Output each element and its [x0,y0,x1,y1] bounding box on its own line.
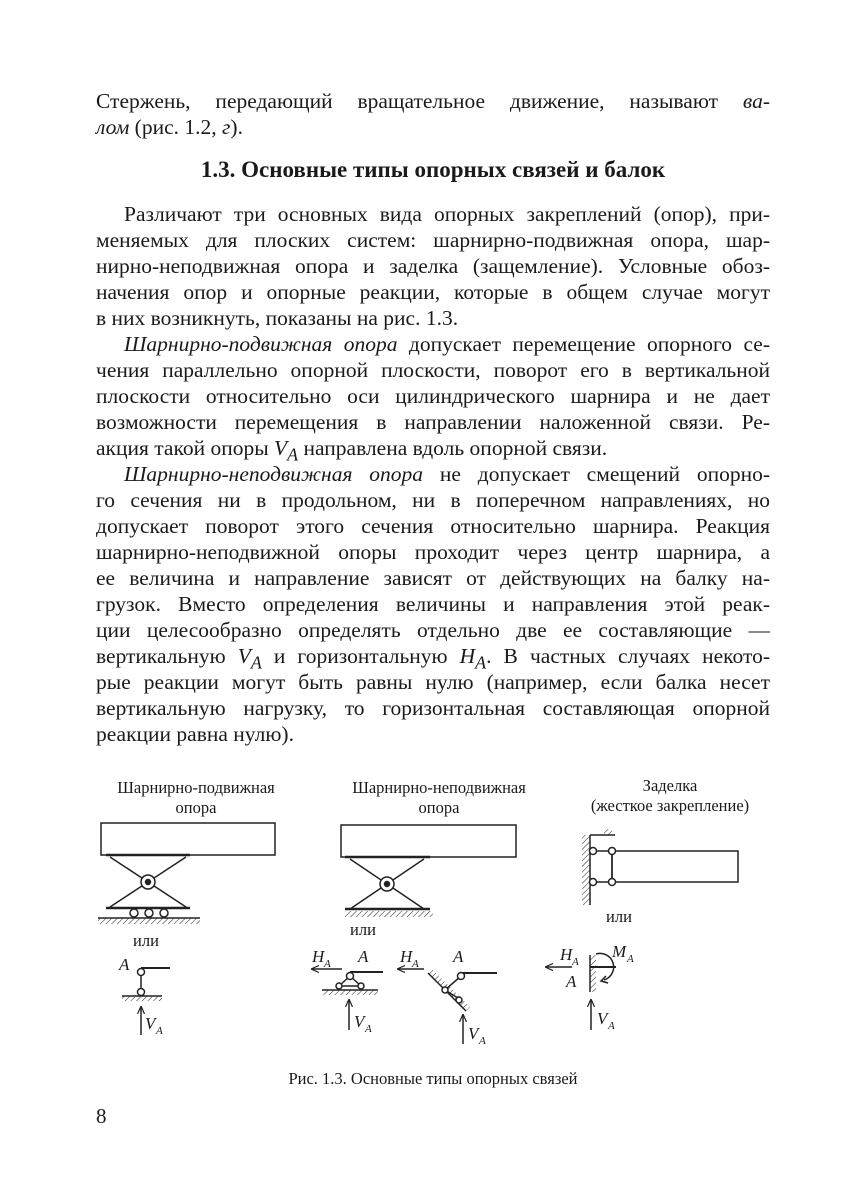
paragraph-2-line-4: начения опор и опорные реакции, которые в общем случае могут [96,280,770,304]
paragraph-1-line-1: Стержень, передающий вращательное движение, называют ва- [96,89,770,113]
paragraph-4-line-10: вертикальную нагрузку, то горизонтальная составляющая опорной [96,696,770,720]
sym-M-fixed: M [612,942,627,961]
fixed-support-drawing [582,829,738,905]
paragraph-4-line-5: ее величина и направление зависят от действующих на балку на- [96,566,770,590]
roller-support-drawing [98,823,275,924]
sub-H-pin-b: A [412,958,419,970]
section-heading: 1.3. Основные типы опорных связей и балок [200,157,666,182]
fig-label-roller-support: Шарнирно-подвижная опора [117,778,275,817]
or-label-2: или [350,920,376,939]
paragraph-4-line-4: шарнирно-неподвижной опоры проходит через центр шарнира, а [96,540,770,564]
paragraph-2-line-5: в них возникнуть, показаны на рис. 1.3. [96,306,459,330]
paragraph-1-line-2: лом (рис. 1.2, г). [96,115,243,139]
sub-V-pin-b: A [479,1035,486,1047]
sym-V-fixed: V [597,1009,608,1028]
sym-A-fixed: A [566,972,577,991]
sym-H-pin-a: H [312,947,325,966]
sym-A-pin-b: A [453,947,464,966]
fig-label-fixed-support: Заделка (жесткое закрепление) [590,776,750,815]
sym-A-pin-a: A [358,947,369,966]
sub-A-roller: A [156,1025,163,1037]
paragraph-2-line-2: меняемых для плоских систем: шарнирно-подвижная опора, шар- [96,228,770,252]
sym-H-pin-b: H [400,947,413,966]
paragraph-4-line-2: го сечения ни в продольном, ни в поперечном направлениях, но [96,488,770,512]
paragraph-4-line-11: реакции равна нулю). [96,722,294,746]
fig-label-pinned-support: Шарнирно-неподвижная опора [352,778,526,817]
sym-V-roller: V [145,1014,156,1033]
paragraph-4-line-9: рые реакции могут быть равны нулю (например, если балка несет [96,670,770,694]
sym-H-fixed: H [560,945,573,964]
sub-M-fixed: A [627,953,634,965]
sym-V-pin-b: V [468,1024,479,1043]
sub-V-fixed: A [608,1020,615,1032]
page-number: 8 [96,1104,107,1128]
figure-caption: Рис. 1.3. Основные типы опорных связей [288,1069,578,1088]
paragraph-3-line-2: чения параллельно опорной плоскости, поворот его в вертикальной [96,358,770,382]
paragraph-3-line-4: возможности перемещения в направлении наложенной связи. Ре- [96,410,770,434]
sub-H-fixed: A [572,956,579,968]
paragraph-4-line-6: грузок. Вместо определения величины и направления этой реак- [96,592,770,616]
pinned-schematic-a [312,969,383,1030]
or-label-1: или [133,931,159,950]
paragraph-4-line-1: Шарнирно-неподвижная опора не допускает смещений опорно- [124,462,770,486]
paragraph-4-line-3: допускает поворот этого сечения относительно шарнира. Реакция [96,514,770,538]
or-label-3: или [606,907,632,926]
sub-H-pin-a: A [324,958,331,970]
paragraph-4-line-7: ции целесообразно определять отдельно две ее составляющие — [96,618,770,642]
paragraph-2-line-1: Различают три основных вида опорных закреплений (опор), при- [124,202,770,226]
paragraph-4-line-8: вертикальную $V_A$ и горизонтальную $H_A$. В частных случаях некото- [96,644,770,673]
pinned-support-drawing [341,825,516,917]
sub-V-pin-a: A [365,1023,372,1035]
sym-V-pin-a: V [354,1012,365,1031]
paragraph-3-line-5: акция такой опоры $V_A$ направлена вдоль опорной связи. [96,436,608,465]
sym-A-roller: A [119,955,130,974]
pinned-schematic-b [398,969,497,1044]
paragraph-2-line-3: нирно-неподвижная опора и заделка (защемление). Условные обоз- [96,254,770,278]
paragraph-3-line-1: Шарнирно-подвижная опора допускает перемещение опорного се- [124,332,770,356]
paragraph-3-line-3: плоскости относительно оси цилиндрического шарнира и не дает [96,384,770,408]
